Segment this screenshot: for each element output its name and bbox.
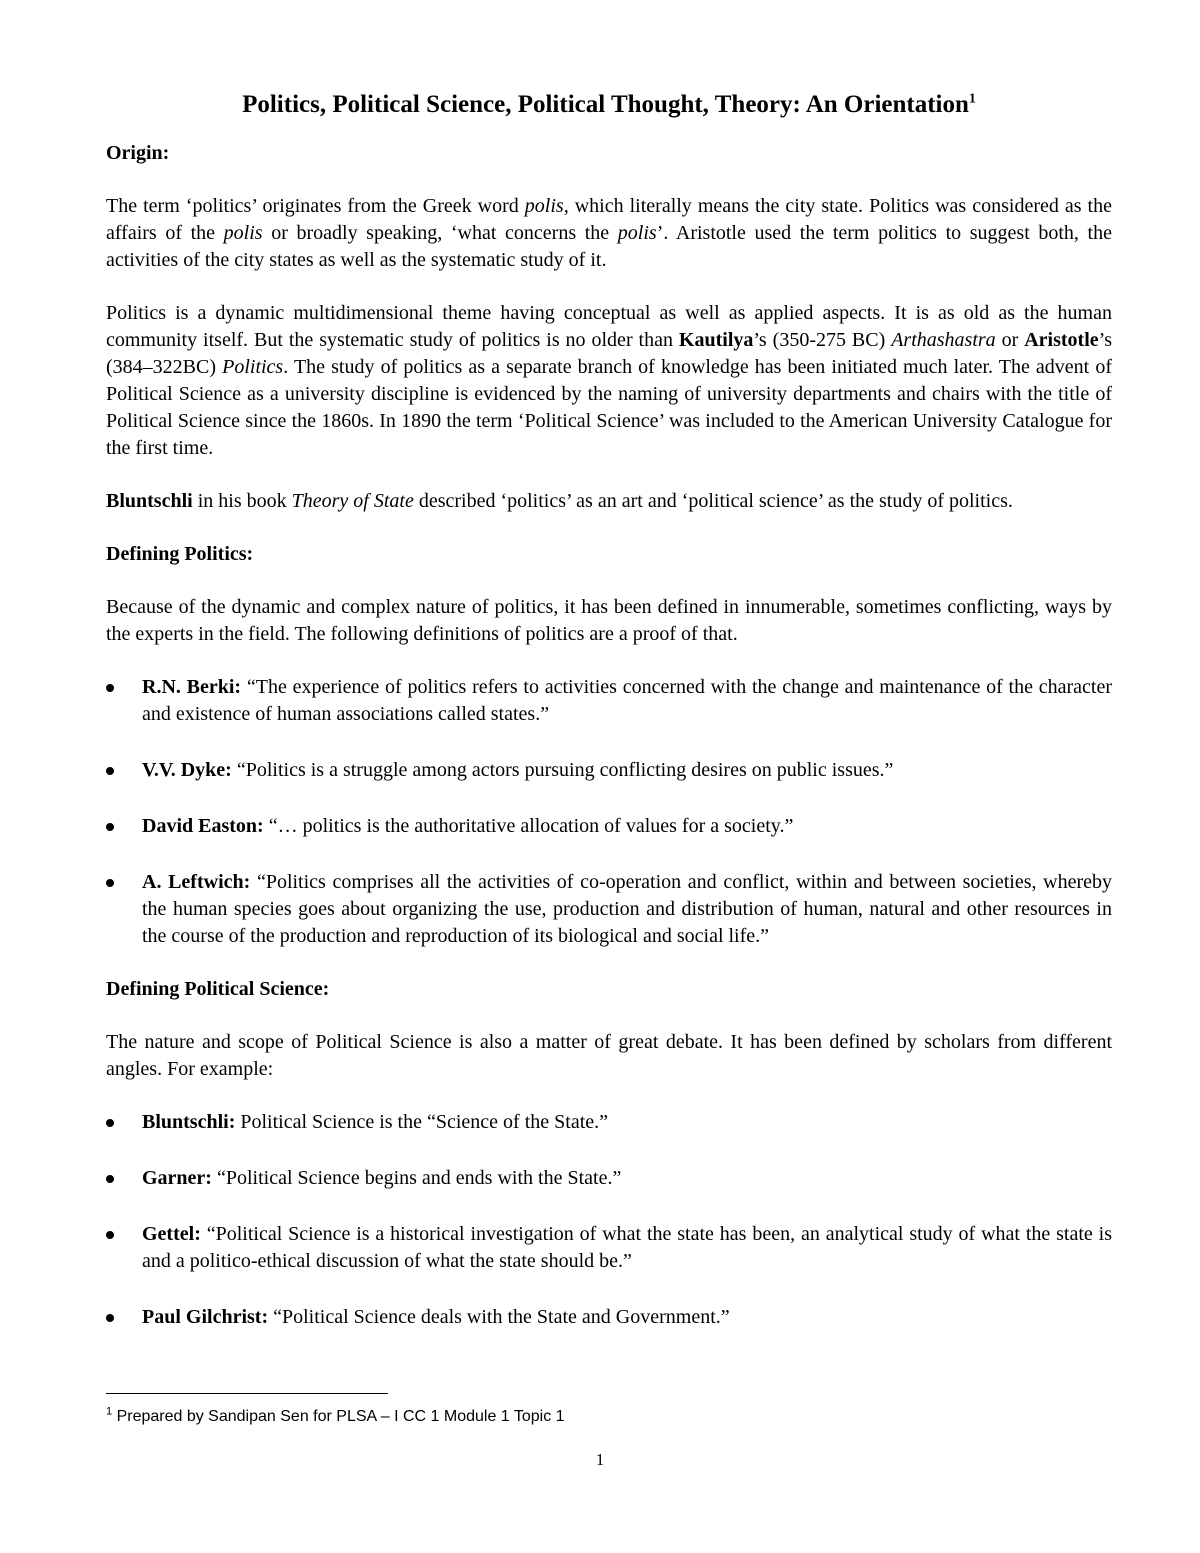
definition-text: “The experience of politics refers to activities concerned with the change and maintenance of the character and existence of human associations called states.” xyxy=(142,676,1113,725)
list-item xyxy=(106,813,1112,840)
list-item xyxy=(106,1304,1112,1331)
definition-author: Bluntschli: xyxy=(142,1111,236,1133)
definition-author: Paul Gilchrist: xyxy=(142,1306,269,1328)
document-page xyxy=(106,88,1112,1357)
bullet-icon xyxy=(106,1231,114,1239)
text-run: or broadly speaking, ‘what concerns the xyxy=(262,222,618,244)
text-run: , which literally means the city state. Politics was considered as the affairs of the xyxy=(106,195,1112,244)
bullet-icon xyxy=(106,879,114,887)
definition-author: R.N. Berki: xyxy=(142,676,242,698)
definition-text: “Political Science is a historical investigation of what the state has been, an analytical study of what the state is and a politico-ethical discussion of what the state should be.” xyxy=(142,1223,1112,1272)
origin-paragraph-3 xyxy=(106,488,1112,515)
page-number: 1 xyxy=(595,1450,605,1469)
italic-title-politics: Politics xyxy=(222,356,284,378)
list-item xyxy=(106,1109,1112,1136)
list-item xyxy=(106,674,1112,728)
footnote-separator xyxy=(106,1393,388,1394)
politics-definitions-list xyxy=(106,674,1112,950)
text-run: . The study of politics as a separate branch of knowledge has been initiated much later. The advent of Political Science as a university discipline is evidenced by the naming of university departments and chairs with the title of Political Science since the 1860s. In 1890 the term ‘Political Science’ was included to the American University Catalogue for the first time. xyxy=(106,356,1112,459)
bullet-icon xyxy=(106,1314,114,1322)
list-item xyxy=(106,1165,1112,1192)
origin-paragraph-2 xyxy=(106,300,1112,462)
defining-political-science-heading: Defining Political Science: xyxy=(106,978,330,1000)
italic-term-polis: polis xyxy=(524,195,564,217)
definition-author: V.V. Dyke: xyxy=(142,759,232,781)
origin-heading: Origin: xyxy=(106,142,170,164)
text-run: ’. Aristotle used the term politics to suggest both, the activities of the city states as well as the systematic study of it. xyxy=(106,222,1112,271)
definition-text: “Politics comprises all the activities of co-operation and conflict, within and between societies, whereby the human species goes about organizing the use, production and distribution of human, natural and other resources in the course of the production and reproduction of its biological and social life.” xyxy=(142,871,1113,947)
bold-name-kautilya: Kautilya xyxy=(678,329,754,351)
origin-paragraph-1 xyxy=(106,193,1112,274)
footnote-mark: 1 xyxy=(106,1405,113,1418)
italic-title-arthashastra: Arthashastra xyxy=(891,329,996,351)
text-run: ’s (350-275 BC) xyxy=(753,329,892,351)
text-run: ’s (384–322BC) xyxy=(106,329,1112,378)
list-item xyxy=(106,757,1112,784)
text-run: described ‘politics’ as an art and ‘political science’ as the study of politics. xyxy=(413,490,1013,512)
italic-term-polis: polis xyxy=(617,222,657,244)
bullet-icon xyxy=(106,1119,114,1127)
bullet-icon xyxy=(106,684,114,692)
text-run: or xyxy=(995,329,1025,351)
text-run: in his book xyxy=(192,490,292,512)
footnote-text: Prepared by Sandipan Sen for PLSA – I CC 1 Module 1 Topic 1 xyxy=(112,1408,565,1425)
italic-term-polis: polis xyxy=(223,222,263,244)
definition-text: “Political Science begins and ends with the State.” xyxy=(211,1167,622,1189)
italic-title-theory-of-state: Theory of State xyxy=(291,490,414,512)
defining-politics-intro: Because of the dynamic and complex nature of politics, it has been defined in innumerable, sometimes conflicting, ways by the experts in the field. The following definitions of politics are a proof of that. xyxy=(106,596,1112,645)
bullet-icon xyxy=(106,823,114,831)
definition-text: “… politics is the authoritative allocation of values for a society.” xyxy=(263,815,794,837)
definition-text: “Political Science deals with the State and Government.” xyxy=(268,1306,730,1328)
title-footnote-mark[interactable]: 1 xyxy=(968,91,976,107)
text-run: Politics is a dynamic multidimensional theme having conceptual as well as applied aspects. It is as old as the human community itself. But the systematic study of politics is no older than xyxy=(106,302,1112,351)
bullet-icon xyxy=(106,767,114,775)
political-science-definitions-list xyxy=(106,1109,1112,1331)
definition-author: Garner: xyxy=(142,1167,212,1189)
definition-text: Political Science is the “Science of the State.” xyxy=(235,1111,609,1133)
document-title xyxy=(106,88,1112,122)
bold-name-aristotle: Aristotle xyxy=(1024,329,1099,351)
definition-author: Gettel: xyxy=(142,1223,201,1245)
footnote xyxy=(106,1406,565,1428)
defining-political-science-intro: The nature and scope of Political Science is also a matter of great debate. It has been defined by scholars from different angles. For example: xyxy=(106,1031,1112,1080)
list-item xyxy=(106,1221,1112,1275)
definition-text: “Politics is a struggle among actors pursuing conflicting desires on public issues.” xyxy=(231,759,894,781)
bold-name-bluntschli: Bluntschli xyxy=(106,490,193,512)
list-item xyxy=(106,869,1112,950)
definition-author: David Easton: xyxy=(142,815,264,837)
definition-author: A. Leftwich: xyxy=(142,871,251,893)
text-run: The term ‘politics’ originates from the Greek word xyxy=(106,195,525,217)
bullet-icon xyxy=(106,1175,114,1183)
title-text: Politics, Political Science, Political Thought, Theory: An Orientation xyxy=(242,91,969,118)
defining-politics-heading: Defining Politics: xyxy=(106,543,254,565)
